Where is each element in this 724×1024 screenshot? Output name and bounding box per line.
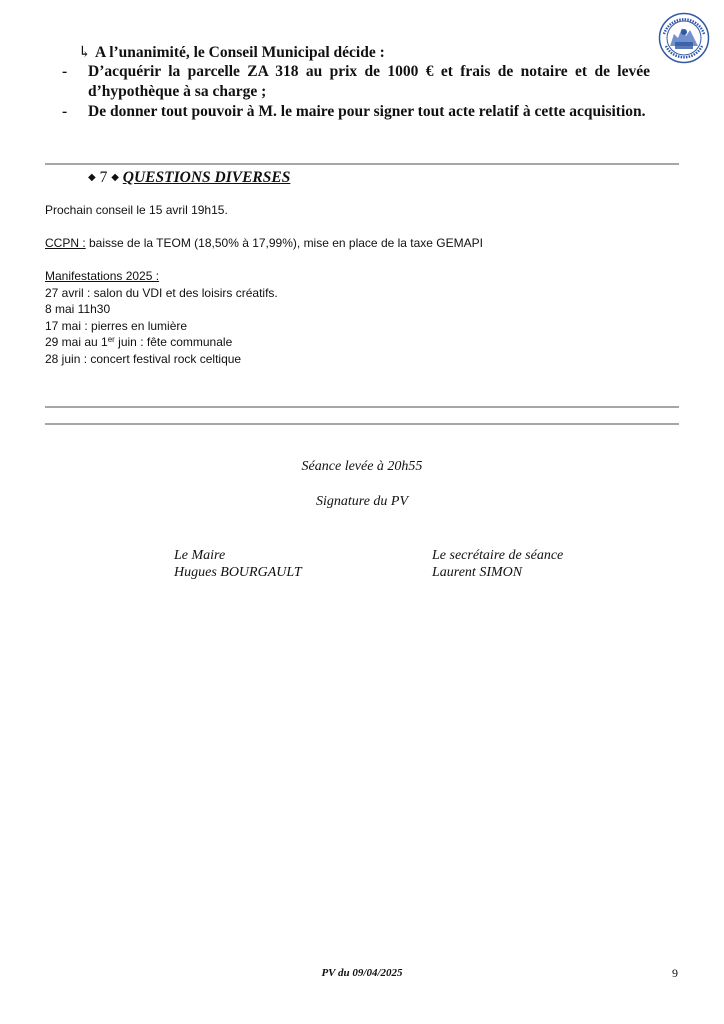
list-item: [62, 62, 650, 102]
bullet-dash: -: [62, 63, 68, 80]
diamond-icon: ◆: [88, 172, 96, 183]
section-title: QUESTIONS DIVERSES: [122, 169, 291, 186]
ccpn-line: [45, 235, 483, 252]
mayor-role: Le Maire: [174, 548, 226, 563]
divider: [45, 423, 679, 425]
seance-closing: Séance levée à 20h55: [301, 459, 423, 474]
next-council: Prochain conseil le 15 avril 19h15.: [45, 203, 228, 217]
ccpn-text: baisse de la TEOM (18,50% à 17,99%), mise en place de la taxe GEMAPI: [85, 236, 483, 250]
decision-title: [78, 43, 385, 62]
divider: [45, 163, 679, 165]
page-number: 9: [672, 966, 678, 980]
municipal-seal-icon: [658, 12, 710, 64]
decision-title-text: A l’unanimité, le Conseil Municipal décide :: [95, 44, 385, 61]
mayor-name: Hugues BOURGAULT: [174, 565, 302, 580]
secretary-role: Le secrétaire de séance: [432, 548, 564, 563]
list-item: 28 juin : concert festival rock celtique: [45, 351, 242, 366]
footer-label: PV du 09/04/2025: [321, 967, 403, 979]
decision-item-pouvoir: De donner tout pouvoir à M. le maire pour signer tout acte relatif à cette acquisition.: [88, 103, 646, 120]
event-4-start: 29 mai au 1: [45, 335, 108, 349]
diamond-icon: ◆: [111, 172, 119, 183]
ccpn-label: CCPN :: [45, 236, 86, 250]
list-item: [45, 334, 278, 351]
signature-heading: Signature du PV: [315, 494, 409, 509]
list-item: [62, 102, 650, 122]
event-4-sup: er: [107, 335, 115, 344]
divider: [45, 406, 679, 408]
events-label: Manifestations 2025 :: [45, 269, 160, 283]
event-4-end: juin : fête communale: [114, 335, 233, 349]
list-item: 17 mai : pierres en lumière: [45, 318, 188, 333]
arrow-icon: ↳: [78, 44, 91, 61]
list-item: 27 avril : salon du VDI et des loisirs créatifs.: [45, 285, 278, 300]
decision-item-acquisition: D’acquérir la parcelle ZA 318 au prix de 1000 € et frais de notaire et de levée d’hypothèque à sa charge ;: [88, 63, 650, 100]
signature-mayor: [174, 547, 302, 581]
decision-list: [62, 62, 650, 122]
section-heading: [88, 169, 290, 187]
bullet-dash: -: [62, 103, 68, 120]
section-number: 7: [99, 169, 108, 186]
signature-secretary: [432, 547, 563, 581]
secretary-name: Laurent SIMON: [432, 565, 523, 580]
list-item: 8 mai 11h30: [45, 302, 111, 316]
events-block: [45, 268, 278, 367]
